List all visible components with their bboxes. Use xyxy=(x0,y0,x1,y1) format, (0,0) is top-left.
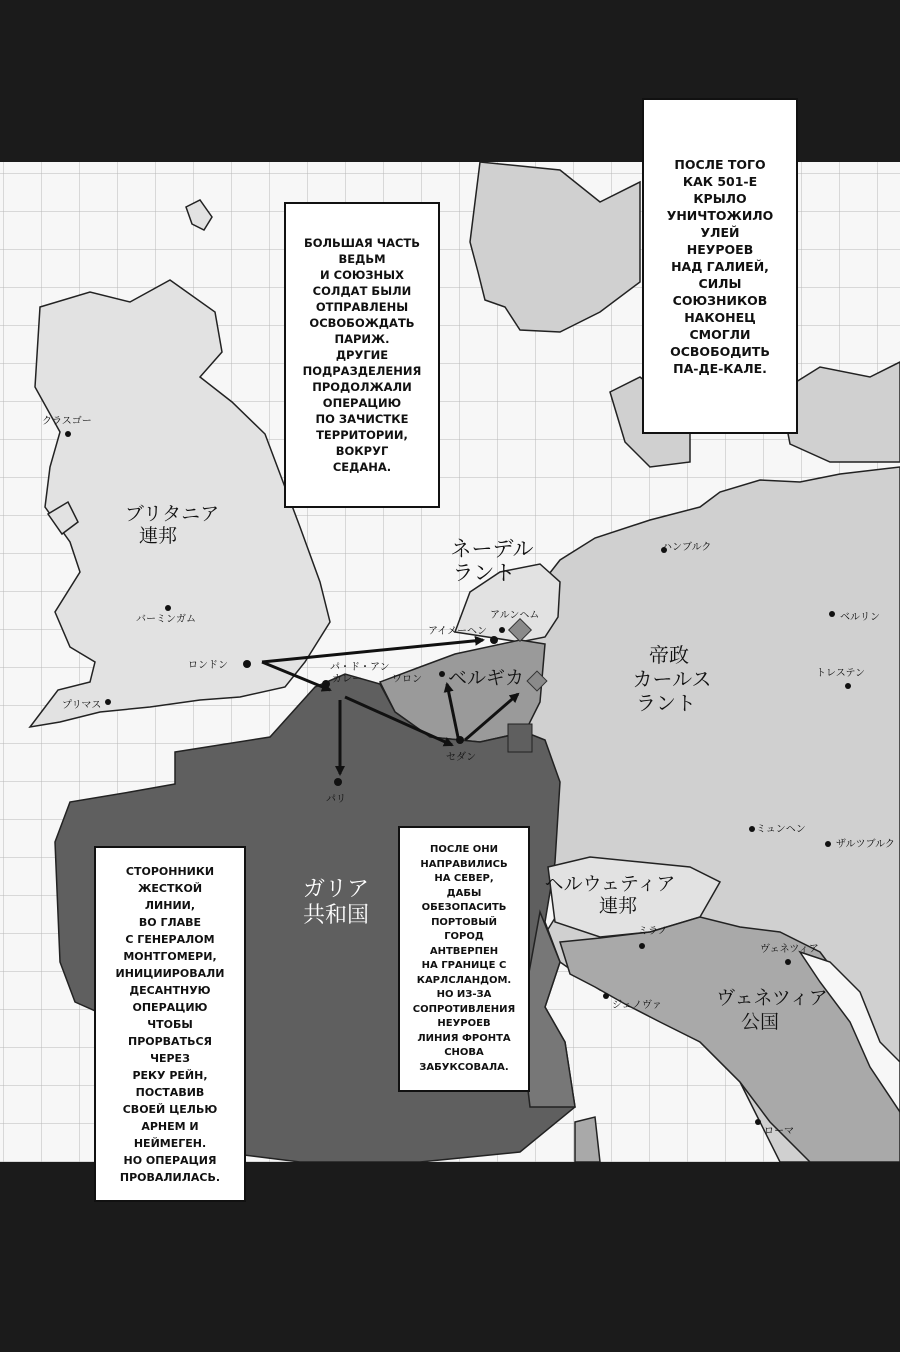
city-dot-paris xyxy=(334,778,342,786)
city-label-birmingham: バーミンガム xyxy=(136,614,196,625)
city-dot-london xyxy=(243,660,251,668)
country-label-belgica: ベルギカ xyxy=(447,667,525,689)
country-label-karlsland-1: 帝政 xyxy=(649,643,689,667)
city-dot-calais xyxy=(322,680,330,688)
caption-bottom-left-text: СТОРОННИКИ ЖЕСТКОЙ ЛИНИИ, ВО ГЛАВЕ С ГЕНЕРАЛОМ МОНТГОМЕРИ, ИНИЦИИРОВАЛИ ДЕСАНТНУЮ ОПЕРАЦИЮ ЧТОБЫ ПРОРВАТЬСЯ ЧЕРЕЗ РЕКУ РЕЙН, ПОСТАВИВ СВОЕЙ ЦЕЛЬЮ АРНЕМ И НЕЙМЕГЕН. НО ОПЕРАЦИЯ ПРОВАЛИЛАСЬ. xyxy=(115,864,225,1184)
caption-bottom-center-text: ПОСЛЕ ОНИ НАПРАВИЛИСЬ НА СЕВЕР, ДАБЫ ОБЕЗОПАСИТЬ ПОРТОВЫЙ ГОРОД АНТВЕРПЕН НА ГРАНИЦЕ С КАРЛСЛАНДОМ. НО ИЗ-ЗА СОПРОТИВЛЕНИЯ НЕУРОЕВ ЛИНИЯ ФРОНТА СНОВА ЗАБУКСОВАЛА. xyxy=(412,844,516,1073)
city-label-hamburg: ハンブルク xyxy=(662,542,712,553)
city-dot-roma xyxy=(755,1119,761,1125)
city-label-london: ロンドン xyxy=(188,660,228,671)
country-label-venezia: ヴェネツィア xyxy=(716,987,828,1009)
city-dot-arnhem xyxy=(499,627,505,633)
caption-bottom-center xyxy=(398,826,530,1092)
city-label-wallonia: ワロン xyxy=(392,674,422,685)
country-label-neuerland: ネーデル xyxy=(450,537,534,561)
caption-top-center-text: БОЛЬШАЯ ЧАСТЬ ВЕДЬМ И СОЮЗНЫХ СОЛДАТ БЫЛИ ОТПРАВЛЕНЫ ОСВОБОЖДАТЬ ПАРИЖ. ДРУГИЕ ПОДРАЗДЕЛЕНИЯ ПРОДОЛЖАЛИ ОПЕРАЦИЮ ПО ЗАЧИСТКЕ ТЕРРИТОРИИ, ВОКРУГ СЕДАНА. xyxy=(302,236,422,474)
city-dot-sedan xyxy=(456,736,464,744)
city-label-dresden: トレステン xyxy=(816,668,865,679)
caption-bottom-left xyxy=(94,846,246,1202)
city-label-plymouth: プリマス xyxy=(62,700,102,711)
city-label-sedan: セダン xyxy=(446,752,477,763)
caption-top-right-text: ПОСЛЕ ТОГО КАК 501-Е КРЫЛО УНИЧТОЖИЛО УЛЕЙ НЕУРОЕВ НАД ГАЛИЕЙ, СИЛЫ СОЮЗНИКОВ НАКОНЕЦ СМОГЛИ ОСВОБОДИТЬ ПА-ДЕ-КАЛЕ. xyxy=(666,156,774,376)
city-dot-munich xyxy=(749,826,755,832)
city-label-paris: パリ xyxy=(326,794,346,805)
caption-top-center xyxy=(284,202,440,508)
city-label-genova: ジェノヴァ xyxy=(612,1000,662,1011)
city-dot-nijmegen xyxy=(490,636,498,644)
city-dot-genova xyxy=(603,993,609,999)
city-label-munich: ミュンヘン xyxy=(756,824,806,835)
country-label-helvetia: ヘルウェティア xyxy=(544,873,676,895)
city-label-venezia: ヴェネツィア xyxy=(760,944,819,955)
city-label-berlin: ベルリン xyxy=(840,612,880,623)
city-label-calais: カレー xyxy=(332,674,362,685)
city-dot-glasgow xyxy=(65,431,71,437)
country-label-britannia-federation: 連邦 xyxy=(138,525,178,547)
country-label-britannia: ブリタニア xyxy=(124,503,220,525)
city-label-glasgow: クラスゴー xyxy=(42,416,92,427)
city-dot-plymouth xyxy=(105,699,111,705)
country-label-karlsland-2: カールス xyxy=(632,667,712,691)
city-dot-dresden xyxy=(845,683,851,689)
city-dot-salzburg xyxy=(825,841,831,847)
city-label-pas-de-calais: パ・ド・アン xyxy=(330,662,390,673)
neuroi-hive-marker xyxy=(508,724,532,752)
country-label-gallia-republic: 共和国 xyxy=(302,903,370,928)
country-label-helvetia-federation: 連邦 xyxy=(598,895,638,917)
city-label-milano: ミラノ xyxy=(638,926,668,937)
caption-top-right xyxy=(642,98,798,434)
city-dot-venezia xyxy=(785,959,791,965)
city-dot-milano xyxy=(639,943,645,949)
city-label-salzburg: ザルツブルク xyxy=(836,839,895,850)
country-label-venezia-duchy: 公国 xyxy=(740,1011,780,1033)
city-dot-wallonia xyxy=(439,671,445,677)
city-label-arnhem: アルンヘム xyxy=(490,610,540,621)
country-label-gallia: ガリア xyxy=(302,877,370,902)
country-label-neuerland-2: ラント xyxy=(452,561,516,585)
country-label-karlsland-3: ラント xyxy=(636,691,696,715)
corsica-landmass xyxy=(575,1117,600,1162)
city-label-nijmegen: アイメーヘン xyxy=(428,626,487,637)
city-label-roma: ローマ xyxy=(764,1126,794,1137)
city-dot-berlin xyxy=(829,611,835,617)
city-dot-birmingham xyxy=(165,605,171,611)
